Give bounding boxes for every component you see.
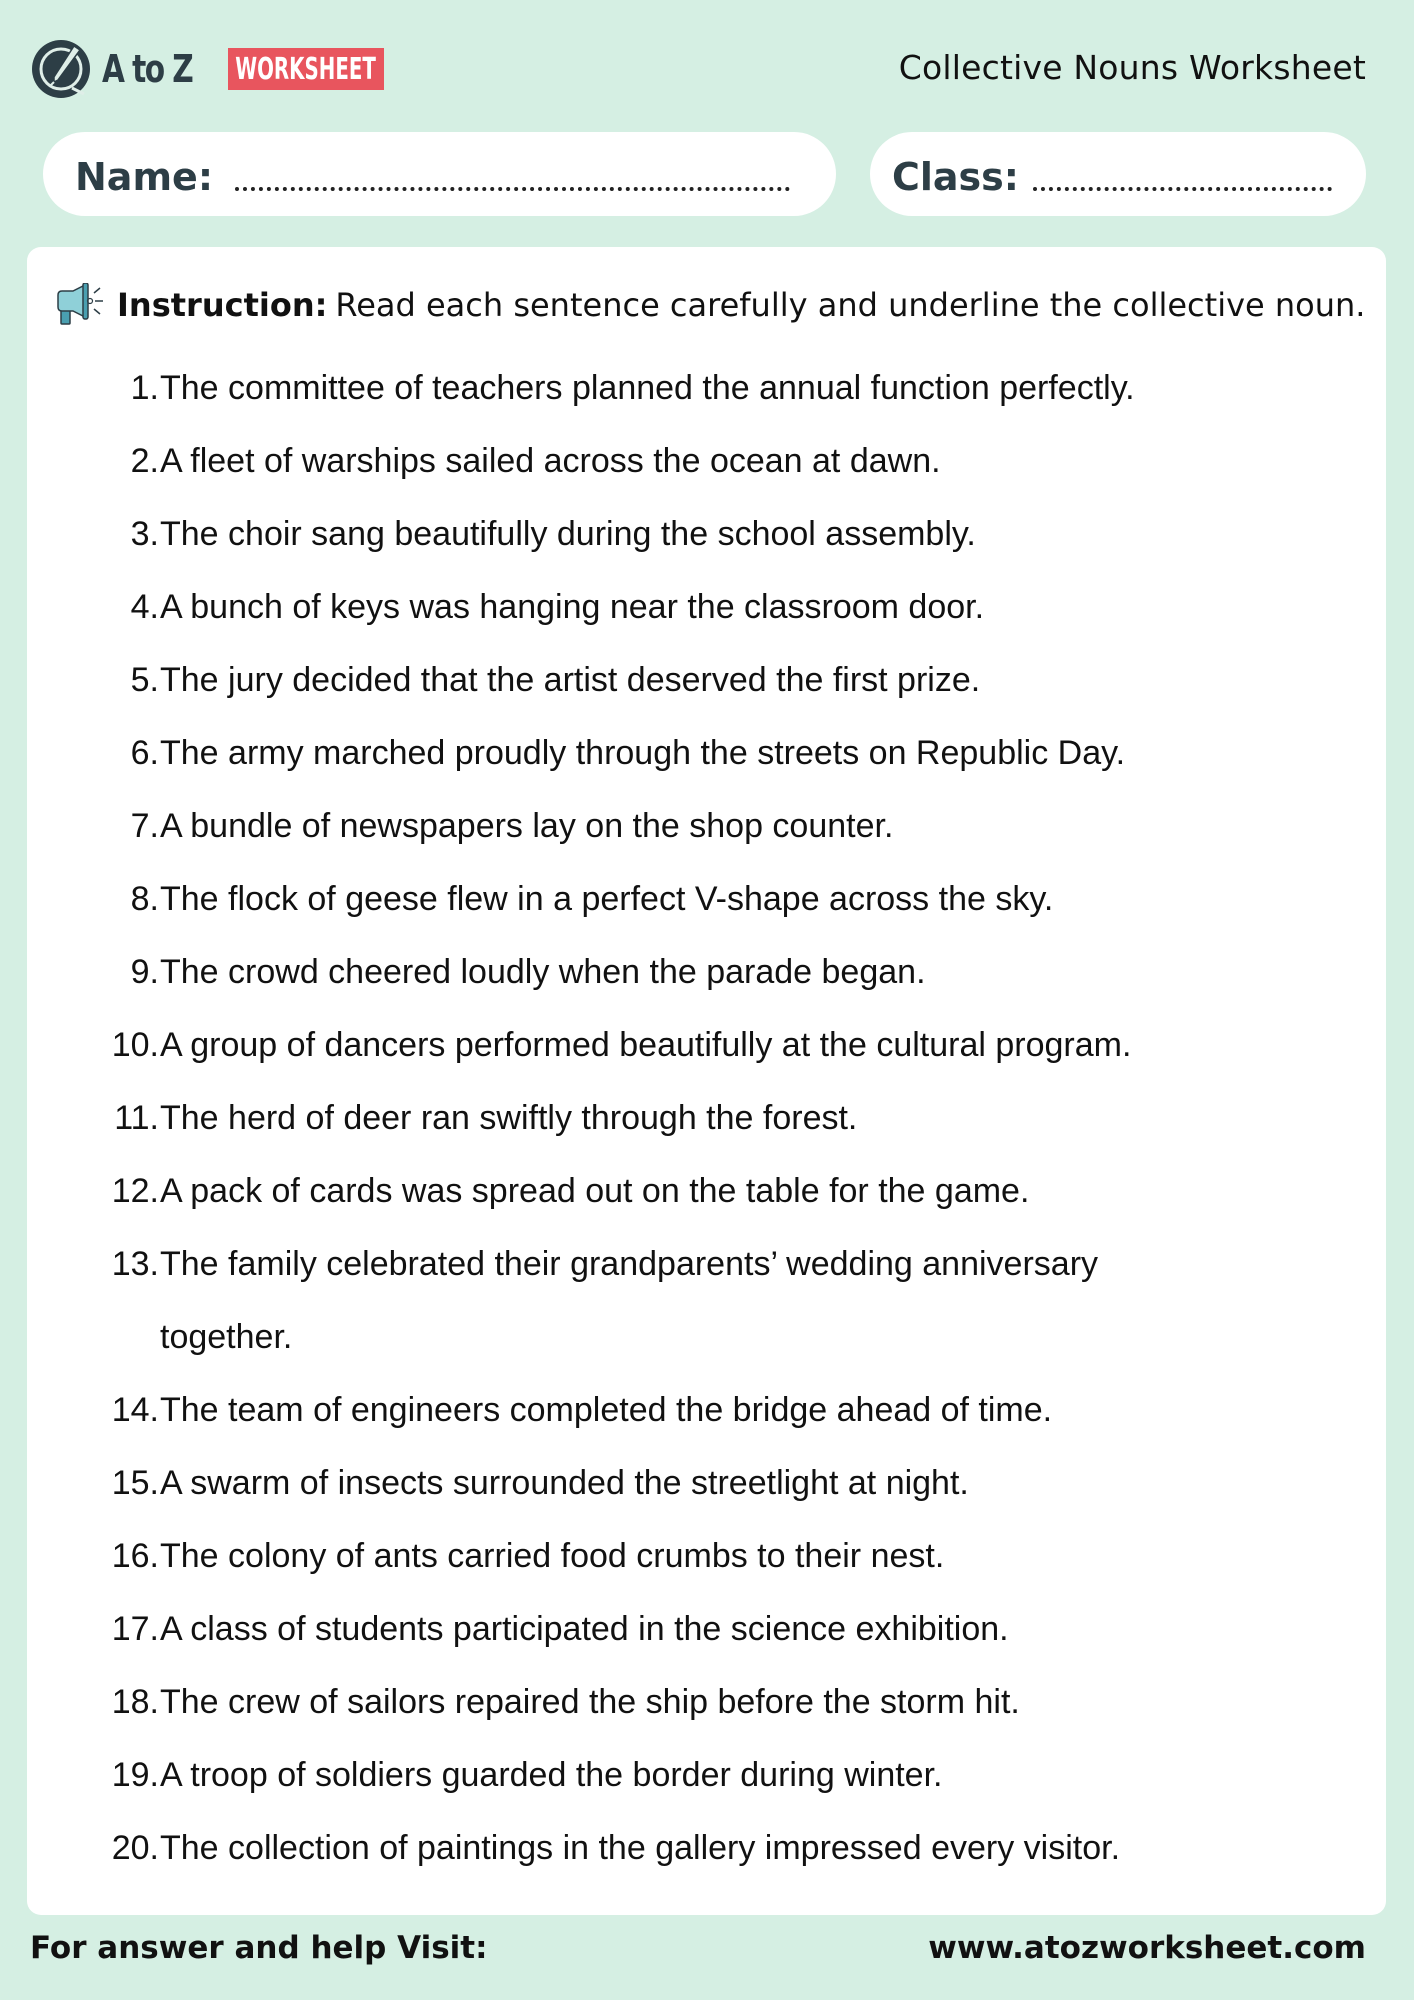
question-item [27,880,1386,953]
question-text[interactable]: A bunch of keys was hanging near the classroom door. [160,588,985,626]
question-item [27,369,1386,442]
question-number: 3. [130,515,159,553]
name-dotted-line[interactable] [235,157,790,191]
instruction-label: Instruction: [117,286,328,324]
question-text[interactable]: A pack of cards was spread out on the table for the game. [160,1172,1030,1210]
question-text[interactable]: The jury decided that the artist deserved the first prize. [160,661,981,699]
question-number: 2. [130,442,159,480]
logo-badge [228,48,384,90]
question-item [27,515,1386,588]
question-text[interactable]: A bundle of newspapers lay on the shop counter. [160,807,894,845]
question-text[interactable]: A troop of soldiers guarded the border during winter. [160,1756,943,1794]
question-item [27,1099,1386,1172]
question-text[interactable]: The team of engineers completed the bridge ahead of time. [160,1391,1053,1429]
question-text[interactable]: A group of dancers performed beautifully at the cultural program. [160,1026,1132,1064]
question-number: 8. [130,880,159,918]
pen-nib-circle-icon [30,38,92,100]
question-number: 18. [111,1683,159,1721]
question-number: 6. [130,734,159,772]
megaphone-icon [55,283,105,327]
question-item [27,1683,1386,1756]
question-text[interactable]: The collection of paintings in the gallery impressed every visitor. [160,1829,1121,1867]
question-item [27,1391,1386,1464]
name-label: Name: [75,155,214,199]
question-number: 19. [111,1756,159,1794]
question-list [27,369,1386,1902]
name-field[interactable] [43,132,836,216]
class-dotted-line[interactable] [1033,157,1332,191]
instruction [55,283,1365,327]
question-number: 12. [111,1172,159,1210]
logo [30,38,377,100]
footer-website-link[interactable]: www.atozworksheet.com [928,1930,1366,1966]
logo-text: A to Z [102,47,193,91]
question-text[interactable]: The colony of ants carried food crumbs to their nest. [160,1537,945,1575]
question-text[interactable]: The choir sang beautifully during the school assembly. [160,515,976,553]
question-text[interactable]: A swarm of insects surrounded the streetlight at night. [160,1464,969,1502]
question-text-continuation[interactable]: together. [160,1318,293,1356]
question-item [27,1829,1386,1902]
question-number: 7. [130,807,159,845]
question-number: 4. [130,588,159,626]
worksheet-card [27,247,1386,1915]
page-title: Collective Nouns Worksheet [898,48,1366,87]
question-text[interactable]: The herd of deer ran swiftly through the forest. [160,1099,858,1137]
question-number: 13. [111,1245,159,1283]
question-number: 20. [111,1829,159,1867]
question-item-continuation [27,1318,1386,1391]
question-number: 11. [114,1099,159,1137]
question-number: 5. [130,661,159,699]
question-text[interactable]: A fleet of warships sailed across the ocean at dawn. [160,442,941,480]
question-number: 14. [111,1391,159,1429]
class-field[interactable] [870,132,1366,216]
logo-badge-text: WORKSHEET [235,51,377,87]
question-item [27,661,1386,734]
question-item [27,1756,1386,1829]
class-label: Class: [892,155,1019,199]
question-item [27,734,1386,807]
question-item [27,953,1386,1026]
question-number: 15. [111,1464,159,1502]
question-number: 10. [111,1026,159,1064]
question-text[interactable]: The crew of sailors repaired the ship before the storm hit. [160,1683,1020,1721]
footer-help-text: For answer and help Visit: [30,1930,488,1966]
question-item [27,442,1386,515]
question-item [27,588,1386,661]
question-number: 16. [111,1537,159,1575]
question-text[interactable]: A class of students participated in the science exhibition. [160,1610,1009,1648]
question-item [27,1537,1386,1610]
question-text[interactable]: The flock of geese flew in a perfect V-shape across the sky. [160,880,1054,918]
question-text[interactable]: The family celebrated their grandparents’ wedding anniversary [160,1245,1099,1283]
question-text[interactable]: The crowd cheered loudly when the parade began. [160,953,926,991]
question-text[interactable]: The army marched proudly through the streets on Republic Day. [160,734,1126,772]
question-item [27,1172,1386,1245]
question-item [27,1464,1386,1537]
question-item [27,1026,1386,1099]
question-item [27,807,1386,880]
instruction-text: Read each sentence carefully and underline the collective noun. [335,286,1366,324]
question-number: 1. [130,369,159,407]
question-text[interactable]: The committee of teachers planned the annual function perfectly. [160,369,1135,407]
question-number: 17. [111,1610,159,1648]
question-item [27,1610,1386,1683]
question-item [27,1245,1386,1318]
question-number: 9. [130,953,159,991]
